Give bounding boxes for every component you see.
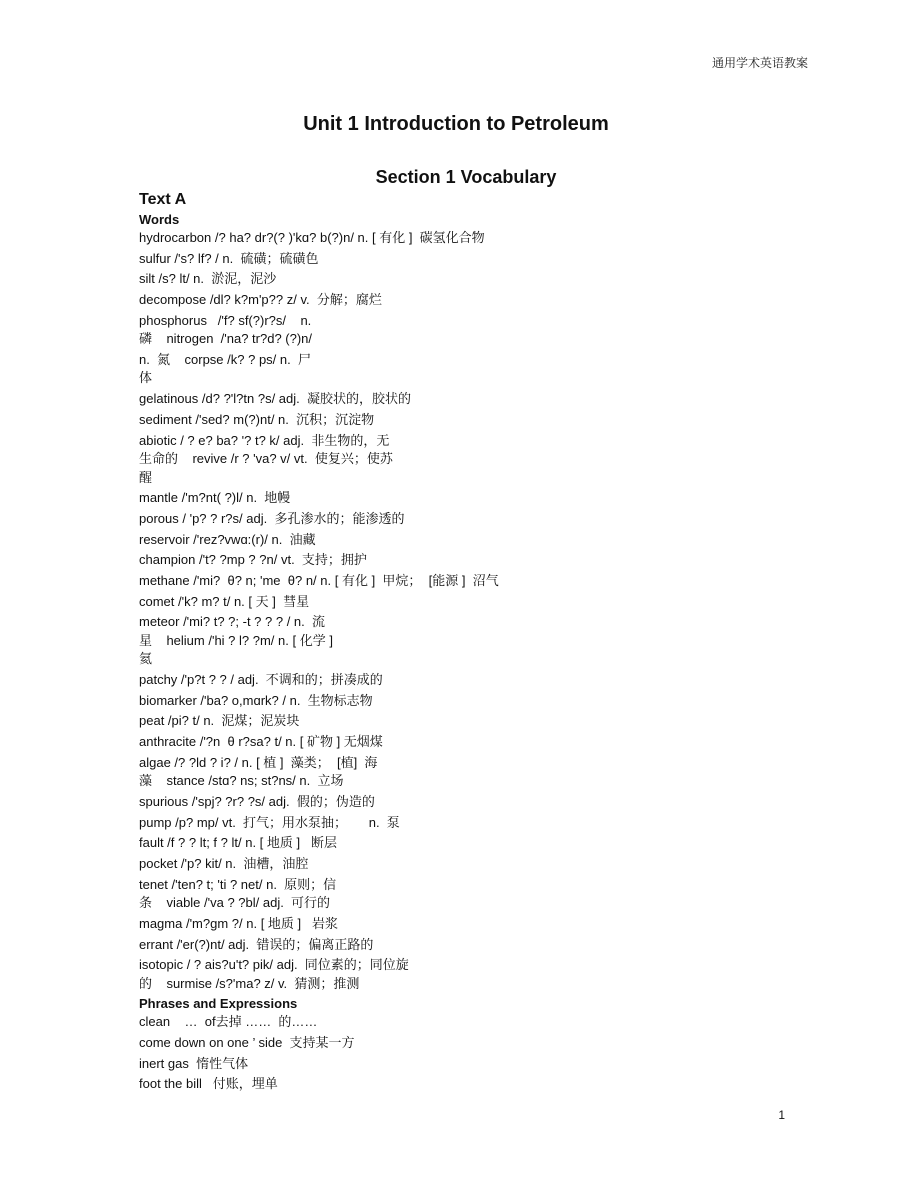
- phrase-entry: come down on one ’ side 支持某一方: [139, 1034, 355, 1050]
- vocab-entry: peat /pi? t/ n. 泥煤；泥炭块: [139, 713, 300, 729]
- vocabulary-list: [139, 229, 519, 993]
- phrases-heading: Phrases and Expressions: [139, 996, 298, 1012]
- vocab-entry: decompose /dl? k?m'p?? z/ v. 分解；腐烂: [139, 292, 382, 308]
- words-heading: Words: [139, 212, 180, 227]
- vocab-entry: porous / 'p? ? r?s/ adj. 多孔渗水的；能渗透的: [139, 510, 405, 526]
- vocab-entry: sediment /'sed? m(?)nt/ n. 沉积；沉淀物: [139, 411, 375, 427]
- vocab-entry: silt /s? lt/ n. 淤泥，泥沙: [139, 271, 277, 287]
- phrases-list: [139, 1013, 519, 1094]
- vocab-entry: sulfur /'s? lf? / n. 硫磺；硫磺色: [139, 250, 319, 266]
- vocab-entry: magma /'m?gm ?/ n. [ 地质 ] 岩浆: [139, 915, 338, 931]
- vocab-entry: champion /'t? ?mp ? ?n/ vt. 支持；拥护: [139, 552, 367, 568]
- vocab-entry: n. 氮 corpse /k? ? ps/ n. 尸 体: [139, 351, 311, 386]
- vocab-entry: abiotic / ? e? ba? '? t? k/ adj. 非生物的，无 生命的 revive /r ? 'va? v/ vt. 使复兴；使苏 醒: [139, 432, 393, 485]
- document-body: [139, 189, 519, 1096]
- vocab-entry: anthracite /'?n θ r?sa? t/ n. [ 矿物 ] 无烟煤: [139, 734, 383, 750]
- vocab-entry: phosphorus /'f? sf(?)r?s/ n. 磷 nitrogen /'na? tr?d? (?)n/: [139, 312, 313, 347]
- vocab-entry: patchy /'p?t ? ? / adj. 不调和的；拼凑成的: [139, 672, 383, 687]
- section-title: Section 1 Vocabulary: [375, 167, 557, 187]
- vocab-entry: mantle /'m?nt( ?)l/ n. 地幔: [139, 490, 291, 506]
- unit-title: Unit 1 Introduction to Petroleum: [303, 113, 609, 135]
- phrase-entry: clean … of去掉 …… 的……: [139, 1014, 318, 1030]
- vocab-entry: spurious /'spj? ?r? ?s/ adj. 假的；伪造的: [139, 793, 375, 809]
- vocab-entry: gelatinous /d? ?'l?tn ?s/ adj. 凝胶状的，胶状的: [139, 391, 411, 407]
- text-a-heading: Text A: [139, 191, 187, 208]
- phrase-entry: inert gas 惰性气体: [139, 1055, 249, 1071]
- vocab-entry: comet /'k? m? t/ n. [ 天 ] 彗星: [139, 593, 310, 609]
- running-header: 通用学术英语教案: [711, 56, 808, 70]
- vocab-entry: pocket /'p? kit/ n. 油槽，油腔: [139, 856, 309, 871]
- vocab-entry: isotopic / ? ais?u't? pik/ adj. 同位素的；同位旋 的 surmise /s?'ma? z/ v. 猜测；推测: [139, 957, 409, 991]
- vocab-entry: algae /? ?ld ? i? / n. [ 植 ] 藻类； [植] 海 藻 stance /stɑ? ns; st?ns/ n. 立场: [139, 754, 378, 789]
- vocab-entry: errant /'er(?)nt/ adj. 错误的；偏离正路的: [139, 936, 374, 952]
- page-number: 1: [778, 1108, 785, 1122]
- vocab-entry: pump /p? mp/ vt. 打气；用水泵抽； n. 泵: [139, 814, 400, 830]
- vocab-entry: tenet /'ten? t; 'ti ? net/ n. 原则；信 条 viable /'va ? ?bl/ adj. 可行的: [139, 876, 337, 911]
- phrase-entry: foot the bill 付账，埋单: [139, 1076, 278, 1092]
- vocab-entry: fault /f ? ? lt; f ? lt/ n. [ 地质 ] 断层: [139, 835, 337, 851]
- vocab-entry: biomarker /'ba? o,mɑrk? / n. 生物标志物: [139, 692, 373, 708]
- vocab-entry: meteor /'mi? t? ?; -t ? ? ? / n. 流 星 helium /'hi ? l? ?m/ n. [ 化学 ] 氦: [139, 614, 333, 667]
- vocab-entry: hydrocarbon /? ha? dr?(? )'kɑ? b(?)n/ n. [ 有化 ] 碳氢化合物: [139, 230, 485, 245]
- vocab-entry: methane /'mi? θ? n; 'me θ? n/ n. [ 有化 ] 甲烷； [能源 ] 沼气: [139, 572, 499, 588]
- vocab-entry: reservoir /'rez?vwɑ:(r)/ n. 油藏: [139, 531, 316, 547]
